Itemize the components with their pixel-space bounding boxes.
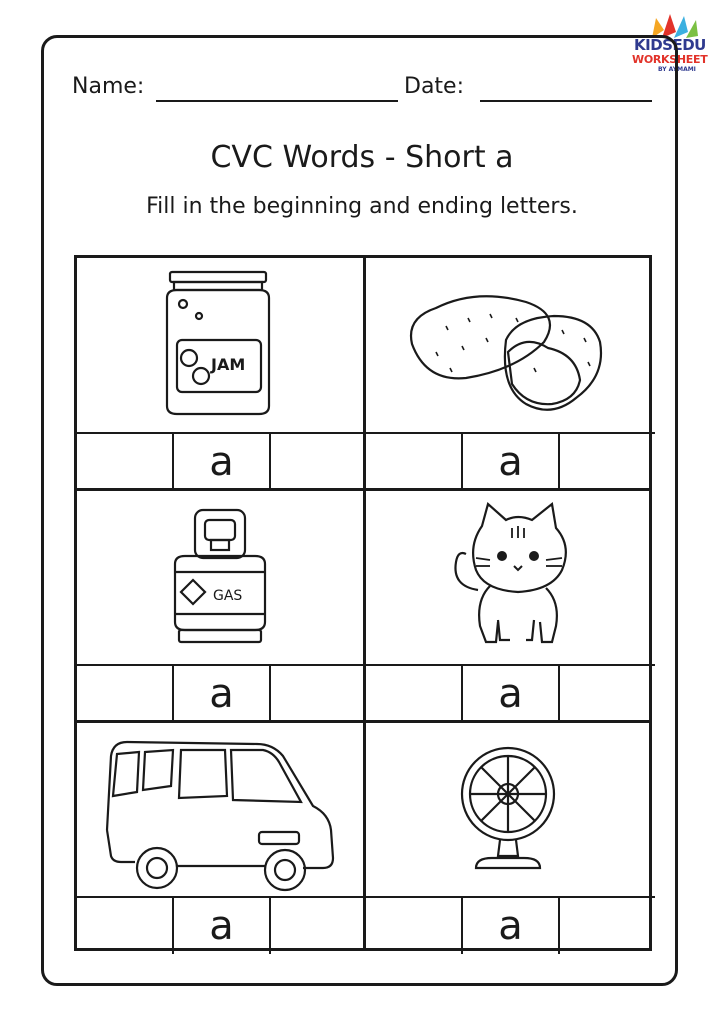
cell-cat <box>366 490 655 722</box>
cell-jam <box>77 258 366 490</box>
ending-letter-box[interactable] <box>560 898 655 954</box>
row-divider <box>77 720 649 723</box>
page-title: CVC Words - Short a <box>210 140 514 175</box>
middle-letter-box: a <box>172 666 271 722</box>
ending-letter-box[interactable] <box>271 434 366 490</box>
name-label: Name: <box>72 74 145 99</box>
jam-label: JAM <box>211 355 246 374</box>
middle-letter-box: a <box>461 666 560 722</box>
middle-letter-box: a <box>172 434 271 490</box>
instructions: Fill in the beginning and ending letters. <box>146 194 578 219</box>
date-label: Date: <box>404 74 464 99</box>
ending-letter-box[interactable] <box>271 666 366 722</box>
middle-letter-box: a <box>461 434 560 490</box>
beginning-letter-box[interactable] <box>77 666 172 722</box>
beginning-letter-box[interactable] <box>366 666 461 722</box>
letter-boxes <box>366 664 655 722</box>
jam-jar-icon <box>77 258 366 432</box>
yam-icon <box>366 258 655 432</box>
beginning-letter-box[interactable] <box>77 434 172 490</box>
fan-icon <box>366 722 655 896</box>
column-divider <box>363 258 366 948</box>
middle-letter-box: a <box>172 898 271 954</box>
logo-line3: BY AYMAMI <box>658 66 696 73</box>
letter-boxes <box>77 664 366 722</box>
middle-letter-box: a <box>461 898 560 954</box>
letter-boxes <box>366 896 655 954</box>
letter-boxes <box>77 896 366 954</box>
letter-boxes <box>366 432 655 490</box>
van-icon <box>77 722 366 896</box>
logo-line1: KIDSEDU <box>634 36 706 54</box>
name-field[interactable] <box>156 100 398 102</box>
ending-letter-box[interactable] <box>271 898 366 954</box>
cell-gas <box>77 490 366 722</box>
beginning-letter-box[interactable] <box>366 898 461 954</box>
gas-cylinder-icon <box>77 490 366 664</box>
cat-icon <box>366 490 655 664</box>
letter-boxes <box>77 432 366 490</box>
ending-letter-box[interactable] <box>560 434 655 490</box>
logo-line2: WORKSHEET <box>632 53 708 66</box>
cell-van <box>77 722 366 954</box>
beginning-letter-box[interactable] <box>366 434 461 490</box>
ending-letter-box[interactable] <box>560 666 655 722</box>
cell-fan <box>366 722 655 954</box>
worksheet-grid <box>74 255 652 951</box>
beginning-letter-box[interactable] <box>77 898 172 954</box>
cell-yam <box>366 258 655 490</box>
date-field[interactable] <box>480 100 652 102</box>
gas-label: GAS <box>213 588 243 604</box>
row-divider <box>77 488 649 491</box>
